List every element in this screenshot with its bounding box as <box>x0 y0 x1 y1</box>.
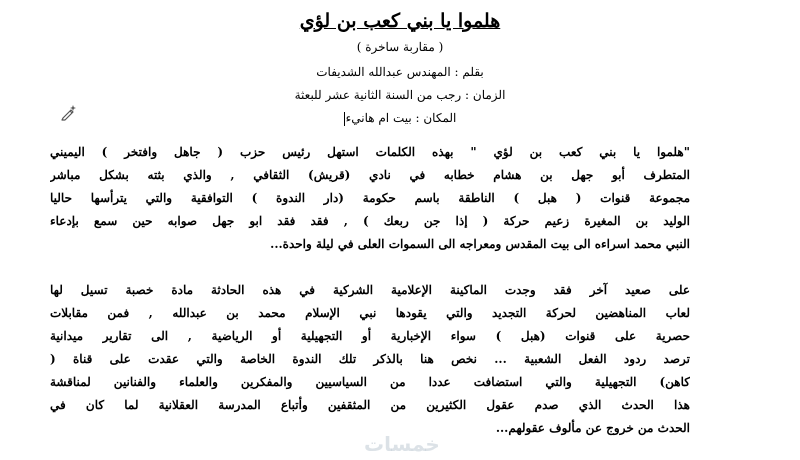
paragraph-line: كاهن) التجهيلية والتي استضافت عددا من السياسيين والمفكرين والعلماء والفنانين لمناقشة <box>50 375 690 389</box>
paragraph-line: هذا الحدث الذي صدم عقول الكثيرين من المثقفين وأتباع المدرسة العقلانية لما كان في <box>50 398 690 412</box>
paragraph-line: "هلموا يا بني كعب بن لؤي " بهذه الكلمات استهل رئيس حزب ( جاهل وافتخر ) اليميني <box>50 145 690 159</box>
place-text: المكان : بيت ام هانيء <box>345 111 457 125</box>
paragraph-1 <box>50 141 690 256</box>
paragraph-line: ترصد ردود الفعل الشعبية ... نخص هنا بالذكر تلك الندوة الخاصة والتي عقدت على قناة ( <box>50 352 690 366</box>
paragraph-line: حصرية على قنوات (هبل ) سواء الإخبارية أو التجهيلية أو الرياضية , الى تقارير ميدانية <box>50 329 690 343</box>
author-line: بقلم : المهندس عبدالله الشديفات <box>316 65 484 79</box>
time-line: الزمان : رجب من السنة الثانية عشر للبعثة <box>294 88 506 102</box>
paragraph-line: الوليد بن المغيرة زعيم حركة ( إذا جن ربعك ) , فقد فقد ابو جهل صوابه حين سمع بإدعاء <box>50 214 690 228</box>
text-cursor <box>344 112 345 126</box>
paragraph-line: لعاب المناهضين لحركة التجديد والتي يقودها نبي الإسلام محمد بن عبدالله , فمن مقابلات <box>50 306 690 320</box>
document-subtitle: ( مقاربة ساخرة ) <box>356 40 444 54</box>
watermark: خمسات <box>364 432 440 456</box>
paragraph-line: المتطرف أبو جهل بن هشام خطابه في نادي (قريش) الثقافي , والذي بثته بشكل مباشر <box>50 168 690 182</box>
paragraph-line: النبي محمد اسراءه الى بيت المقدس ومعراجه الى السموات العلى في ليلة واحدة... <box>270 237 690 251</box>
document-title: هلموا يا بني كعب بن لؤي <box>299 10 501 32</box>
place-line[interactable] <box>20 109 780 127</box>
paragraph-line: على صعيد آخر فقد وجدت الماكينة الإعلامية الشركية في هذه الحادثة مادة خصبة تسيل لها <box>50 283 690 297</box>
paragraph-2 <box>50 279 690 440</box>
paragraph-line: مجموعة قنوات ( هبل ) الناطقة باسم حكومة (دار الندوة ) التوافقية والتي يترأسها حاليا <box>50 191 690 205</box>
paragraph-line: الحدث من خروج عن مألوف عقولهم... <box>495 421 690 435</box>
sparkle-pen-icon[interactable] <box>60 103 78 121</box>
